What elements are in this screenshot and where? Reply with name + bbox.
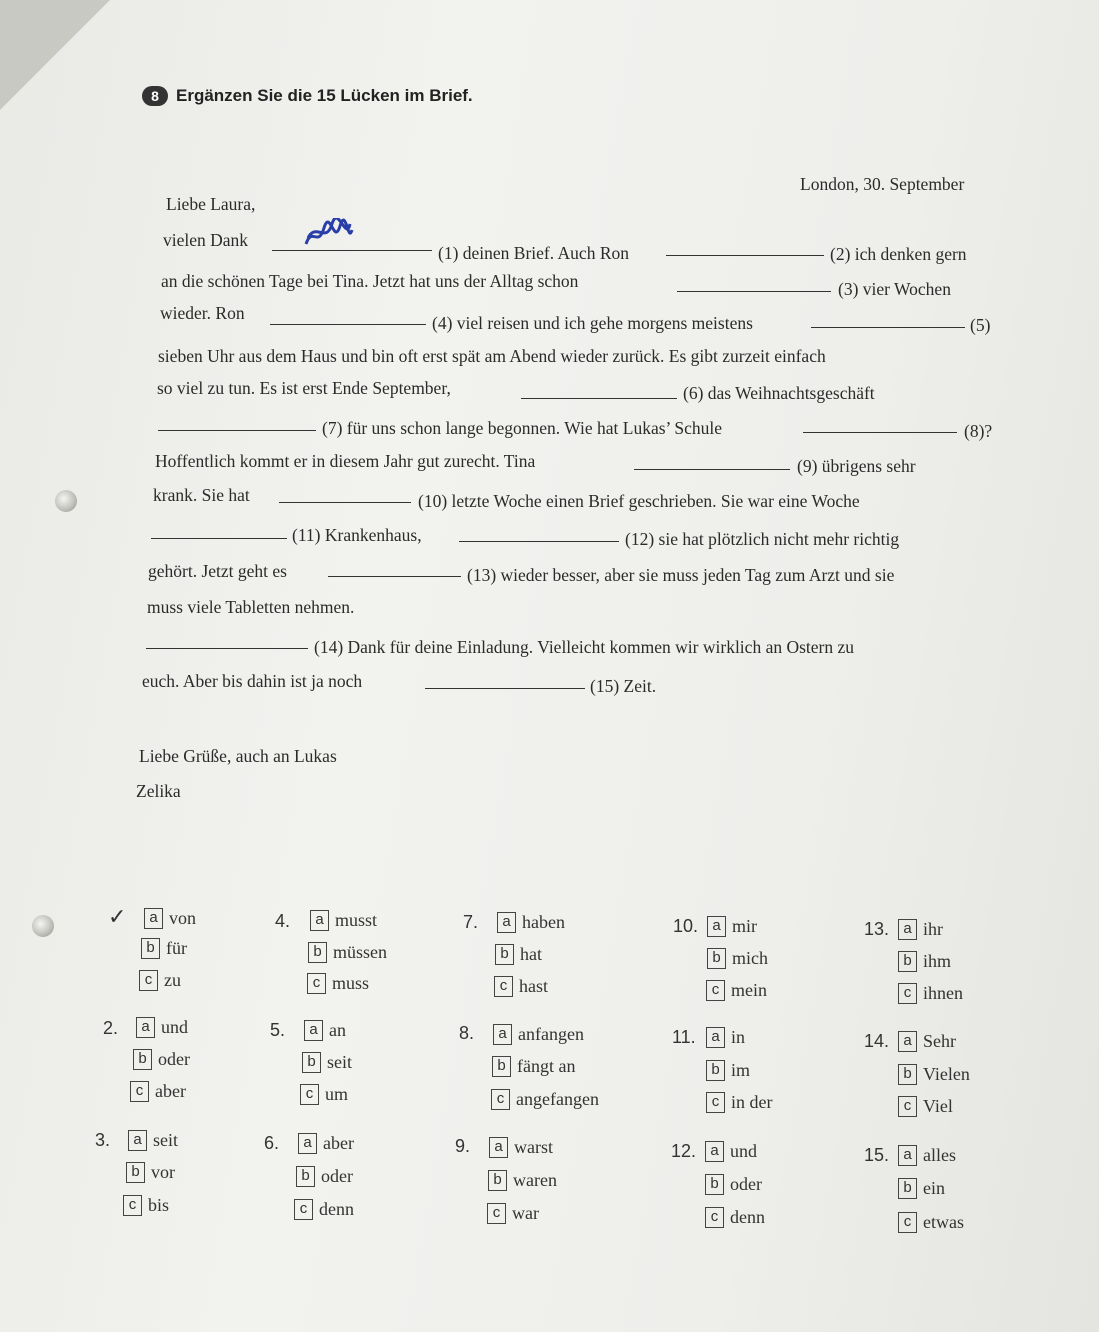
question-number: 14. (864, 1031, 890, 1051)
letter-text: (11) Krankenhaus, (292, 525, 422, 545)
option-9c[interactable]: c war (487, 1203, 539, 1224)
gap-15[interactable] (425, 674, 585, 689)
option-15c[interactable]: c etwas (898, 1212, 964, 1233)
letter-text: (6) das Weihnachtsgeschäft (683, 383, 875, 403)
option-10a[interactable]: a mir (707, 916, 757, 937)
option-14a[interactable]: a Sehr (898, 1031, 956, 1052)
option-13c[interactable]: c ihnen (898, 983, 963, 1004)
option-5c[interactable]: c um (300, 1084, 348, 1105)
option-12a[interactable]: a und (705, 1141, 757, 1162)
letter-text: (7) für uns schon lange begonnen. Wie hat Lukas’ Schule (322, 418, 723, 438)
letter-text: krank. Sie hat (153, 485, 250, 505)
letter-closing: Liebe Grüße, auch an Lukas (139, 746, 337, 766)
option-9a[interactable]: a warst (489, 1137, 553, 1158)
letter-text: (13) wieder besser, aber sie muss jeden Tag zum Arzt und sie (467, 565, 895, 585)
letter-place-date: London, 30. September (800, 174, 965, 194)
letter-text: Hoffentlich kommt er in diesem Jahr gut zurecht. Tina (155, 451, 536, 471)
gap-2[interactable] (666, 241, 824, 256)
gap-8[interactable] (803, 418, 957, 433)
question-number: 5. (270, 1020, 286, 1040)
option-3b[interactable]: b vor (126, 1162, 175, 1183)
option-11c[interactable]: c in der (706, 1092, 772, 1113)
letter-text: muss viele Tabletten nehmen. (147, 597, 355, 617)
letter-text: so viel zu tun. Es ist erst Ende September, (157, 378, 451, 398)
question-number: 9. (455, 1136, 471, 1156)
question-number: 2. (103, 1018, 119, 1038)
tick-mark: ✓ (108, 905, 127, 930)
gap-10[interactable] (279, 488, 411, 503)
option-1c[interactable]: c zu (139, 970, 181, 991)
option-7c[interactable]: c hast (494, 976, 548, 997)
option-15a[interactable]: a alles (898, 1145, 956, 1166)
option-6b[interactable]: b oder (296, 1166, 353, 1187)
option-14c[interactable]: c Viel (898, 1096, 953, 1117)
letter-text: euch. Aber bis dahin ist ja noch (142, 671, 363, 691)
gap-11[interactable] (151, 524, 287, 539)
option-3c[interactable]: c bis (123, 1195, 169, 1216)
option-1a[interactable]: a von (144, 908, 196, 929)
gap-12[interactable] (459, 527, 619, 542)
question-number: 10. (673, 916, 699, 936)
option-11a[interactable]: a in (706, 1027, 745, 1048)
gap-13[interactable] (328, 562, 461, 577)
option-13b[interactable]: b ihm (898, 951, 951, 972)
option-1b[interactable]: b für (141, 938, 187, 959)
option-5a[interactable]: a an (304, 1020, 346, 1041)
ink-scribble (302, 218, 354, 252)
option-3a[interactable]: a seit (128, 1130, 178, 1151)
letter-text: (14) Dank für deine Einladung. Vielleicht kommen wir wirklich an Ostern zu (314, 637, 855, 657)
gap-4[interactable] (270, 310, 426, 325)
option-10b[interactable]: b mich (707, 948, 768, 969)
question-number: 4. (275, 911, 291, 931)
option-15b[interactable]: b ein (898, 1178, 945, 1199)
letter-text: (1) deinen Brief. Auch Ron (438, 243, 629, 263)
option-2c[interactable]: c aber (130, 1081, 186, 1102)
option-7b[interactable]: b hat (495, 944, 542, 965)
question-number: 13. (864, 919, 890, 939)
letter-text: (3) vier Wochen (838, 279, 951, 299)
option-7a[interactable]: a haben (497, 912, 565, 933)
question-number: 12. (671, 1141, 697, 1161)
option-5b[interactable]: b seit (302, 1052, 352, 1073)
option-8b[interactable]: b fängt an (492, 1056, 575, 1077)
letter-text: an die schönen Tage bei Tina. Jetzt hat uns der Alltag schon (161, 271, 579, 291)
gap-3[interactable] (677, 277, 831, 292)
letter-text: (9) übrigens sehr (797, 456, 916, 476)
question-number: 15. (864, 1145, 890, 1165)
letter-text: (8)? (964, 421, 993, 441)
question-number: 8. (459, 1023, 475, 1043)
punch-hole (55, 490, 77, 512)
letter-salutation: Liebe Laura, (166, 194, 256, 214)
gap-5[interactable] (811, 313, 965, 328)
option-9b[interactable]: b waren (488, 1170, 557, 1191)
letter-text: (5) (970, 315, 991, 335)
exercise-number: 8 (142, 86, 168, 106)
option-4c[interactable]: c muss (307, 973, 369, 994)
letter-text: (4) viel reisen und ich gehe morgens meistens (432, 313, 753, 333)
letter-text: sieben Uhr aus dem Haus und bin oft erst spät am Abend wieder zurück. Es gibt zurzeit einfach (158, 346, 826, 366)
exercise-heading (142, 86, 473, 106)
option-12b[interactable]: b oder (705, 1174, 762, 1195)
question-number: 3. (95, 1130, 111, 1150)
question-number: 6. (264, 1133, 280, 1153)
option-14b[interactable]: b Vielen (898, 1064, 970, 1085)
option-10c[interactable]: c mein (706, 980, 767, 1001)
gap-7[interactable] (158, 416, 316, 431)
letter-text: (15) Zeit. (590, 676, 657, 696)
letter-text: (12) sie hat plötzlich nicht mehr richtig (625, 529, 900, 549)
letter-text: vielen Dank (163, 230, 249, 250)
option-8a[interactable]: a anfangen (493, 1024, 584, 1045)
letter-text: gehört. Jetzt geht es (148, 561, 287, 581)
option-12c[interactable]: c denn (705, 1207, 765, 1228)
option-2a[interactable]: a und (136, 1017, 188, 1038)
gap-14[interactable] (146, 634, 308, 649)
option-8c[interactable]: c angefangen (491, 1089, 599, 1110)
question-number: 7. (463, 912, 479, 932)
exercise-instruction: Ergänzen Sie die 15 Lücken im Brief. (176, 86, 473, 105)
punch-hole (32, 915, 54, 937)
question-number: 11. (672, 1027, 696, 1047)
letter-text: wieder. Ron (160, 303, 245, 323)
gap-9[interactable] (634, 455, 790, 470)
option-13a[interactable]: a ihr (898, 919, 943, 940)
letter-text: (2) ich denken gern (830, 244, 967, 264)
option-6a[interactable]: a aber (298, 1133, 354, 1154)
option-11b[interactable]: b im (706, 1060, 750, 1081)
option-2b[interactable]: b oder (133, 1049, 190, 1070)
letter-text: (10) letzte Woche einen Brief geschrieben. Sie war eine Woche (418, 491, 860, 511)
gap-6[interactable] (521, 384, 677, 399)
page-fold (0, 0, 110, 110)
option-6c[interactable]: c denn (294, 1199, 354, 1220)
option-4a[interactable]: a musst (310, 910, 377, 931)
letter-signature: Zelika (136, 781, 181, 801)
option-4b[interactable]: b müssen (308, 942, 387, 963)
